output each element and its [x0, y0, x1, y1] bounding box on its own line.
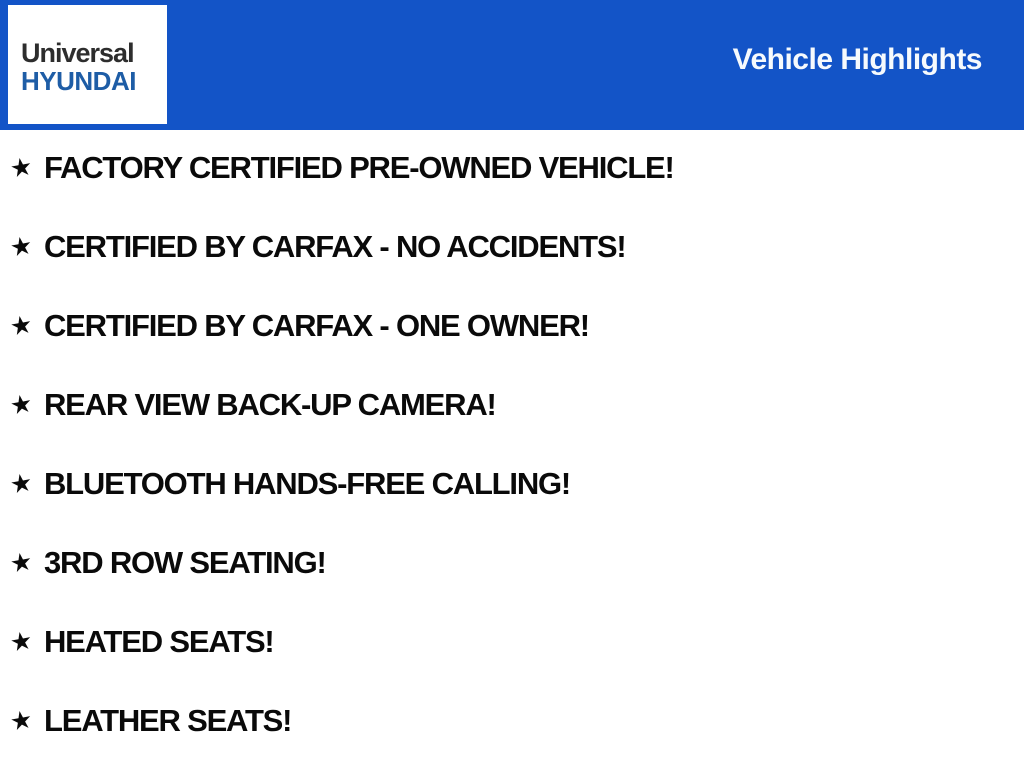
star-icon: ★ — [7, 230, 35, 263]
highlight-item — [0, 602, 1024, 681]
star-icon: ★ — [7, 309, 35, 342]
dealer-logo — [8, 5, 167, 124]
star-icon: ★ — [7, 546, 35, 579]
highlight-item — [0, 365, 1024, 444]
highlights-list — [0, 128, 1024, 760]
star-icon: ★ — [7, 704, 35, 737]
highlight-text: FACTORY CERTIFIED PRE-OWNED VEHICLE! — [44, 149, 674, 185]
highlight-text: REAR VIEW BACK-UP CAMERA! — [44, 386, 496, 422]
highlight-item — [0, 444, 1024, 523]
highlight-text: 3RD ROW SEATING! — [44, 544, 326, 580]
highlight-item — [0, 207, 1024, 286]
star-icon: ★ — [7, 388, 35, 421]
highlight-item — [0, 681, 1024, 760]
dealer-logo-name: Universal — [21, 38, 134, 69]
highlight-text: LEATHER SEATS! — [44, 702, 292, 738]
highlight-item — [0, 523, 1024, 602]
highlight-text: HEATED SEATS! — [44, 623, 274, 659]
header-banner — [0, 0, 1024, 130]
highlight-item — [0, 128, 1024, 207]
highlight-text: BLUETOOTH HANDS-FREE CALLING! — [44, 465, 571, 501]
dealer-logo-brand: HYUNDAI — [21, 66, 136, 96]
star-icon: ★ — [7, 467, 35, 500]
highlight-text: CERTIFIED BY CARFAX - NO ACCIDENTS! — [44, 228, 626, 264]
star-icon: ★ — [7, 151, 35, 184]
page-title: Vehicle Highlights — [732, 43, 982, 76]
highlight-item — [0, 286, 1024, 365]
star-icon: ★ — [7, 625, 35, 658]
highlight-text: CERTIFIED BY CARFAX - ONE OWNER! — [44, 307, 589, 343]
